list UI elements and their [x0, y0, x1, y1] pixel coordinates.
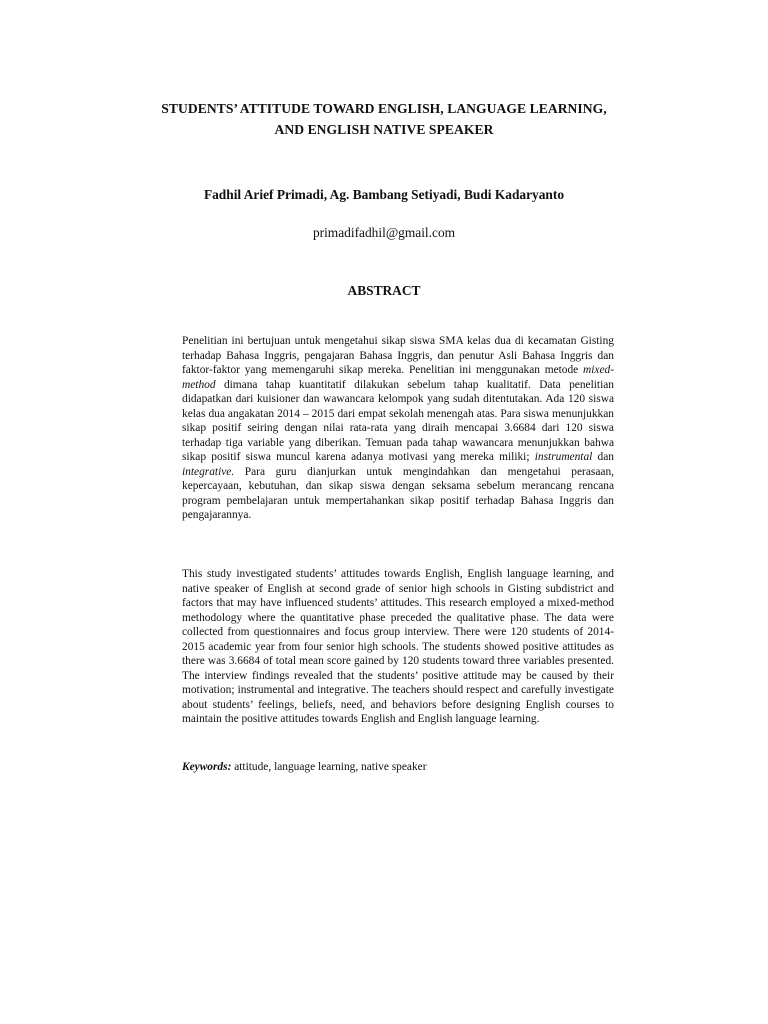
paper-title-line-1: STUDENTS’ ATTITUDE TOWARD ENGLISH, LANGUAGE LEARNING, [161, 101, 607, 116]
keywords-text: attitude, language learning, native speaker [231, 761, 427, 773]
abstract-id-italic-instrumental: instrumental [534, 451, 593, 463]
abstract-id-italic-mixed-method: mixed-method [182, 364, 614, 391]
abstract-id-text-3: dan [592, 451, 614, 463]
author-email: primadifadhil@gmail.com [312, 225, 456, 240]
abstract-id-text-2: dimana tahap kuantitatif dilakukan sebelum tahap kualitatif. Data penelitian didapatkan dari kuisioner dan wawancara kelompok yang sudah ditentutakan. Ada 120 siswa kelas dua angakatan 2014 – 2015 dari empat sekolah menengah atas. Para siswa menunjukkan sikap positif seiring dengan nilai rata-rata yang diraih mencapai 3.6684 dari 120 siswa terhadap tiga variable yang diberikan. Temuan pada tahap wawancara menunjukkan bahwa sikap positif siswa muncul karena adanya motivasi yang mereka miliki; [182, 378, 614, 463]
abstract-english: This study investigated students’ attitudes towards English, English language learning, and native speaker of English at second grade of senior high schools in Gisting subdistrict and factors that may have influenced students’ attitudes. This research employed a mixed-method methodology where the quantitative phase preceded the qualitative phase. The data were collected from questionnaires and focus group interview. There were 120 students of 2014-2015 academic year from four senior high schools. The students showed positive attitudes as there was 3.6684 of total mean score gained by 120 students toward three variables presented. The interview findings revealed that the students’ positive attitude may be caused by their motivation; instrumental and integrative. The teachers should respect and carefully investigate about students’ feelings, beliefs, need, and behaviors before designing English courses to maintain the positive attitudes towards English and English language learning. [182, 568, 614, 725]
paper-authors: Fadhil Arief Primadi, Ag. Bambang Setiyadi, Budi Kadaryanto [203, 187, 565, 202]
keywords-label: Keywords: [182, 761, 232, 773]
abstract-id-text-4: Para guru dianjurkan untuk mengindahkan dan mengetahui perasaan, kepercayaan, kebutuhan, dan sikap siswa dengan seksama sebelum merancang rencana program pembelajaran untuk mempertahankan sikap positif terhadap Bahasa Inggris dan pengajarannya. [182, 465, 614, 521]
paper-title [120, 98, 648, 140]
paper-title-line-2: AND ENGLISH NATIVE SPEAKER [274, 122, 494, 137]
abstract-id-text-1: Penelitian ini bertujuan untuk mengetahui sikap siswa SMA kelas dua di kecamatan Gisting terhadap Bahasa Inggris, pengajaran Bahasa Inggris, dan penutur Asli Bahasa Inggris dan faktor-faktor yang memengaruhi sikap mereka. Penelitian ini menggunakan metode [182, 335, 614, 376]
abstract-id-italic-integrative: integrative. [182, 465, 235, 478]
abstract-heading: ABSTRACT [347, 283, 421, 298]
keywords [182, 760, 614, 775]
abstract-indonesian [182, 334, 614, 523]
